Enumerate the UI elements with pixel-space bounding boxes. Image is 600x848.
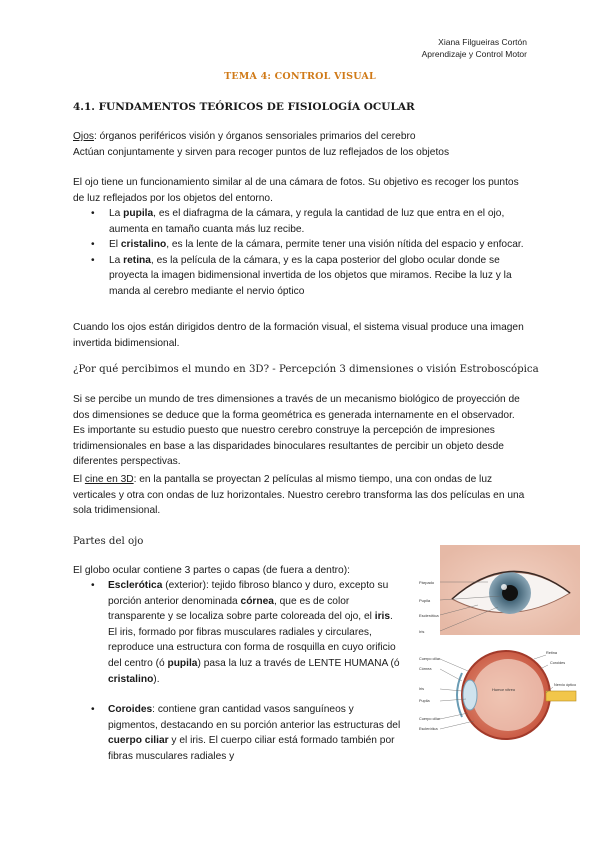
cine-term: cine en 3D <box>84 474 134 485</box>
formation-paragraph: Cuando los ojos están dirigidos dentro de la formación visual, el sistema visual produce una imagen invertida bidimensional. <box>73 322 524 349</box>
partes-intro: El globo ocular contiene 3 partes o capas (de fuera a dentro): <box>73 565 350 576</box>
camera-bullet-list <box>109 206 529 300</box>
eye-anatomy-illustration <box>418 541 580 749</box>
layers-bullet-list <box>108 578 403 765</box>
list-item: • El cristalino, es la lente de la cámara, permite tener una visión nítida del espacio y enfocar. <box>109 237 529 253</box>
cine-paragraph: El cine en 3D: en la pantalla se proyectan 2 películas al mismo tiempo, una con ondas de luz verticales y otra con ondas de luz horizontales. Nuestro cerebro transforma las dos películas en una sola tridimensional. <box>73 474 525 517</box>
list-item-coroides: • Coroides: contiene gran cantidad vasos sanguíneos y pigmentos, destacando en su porción anterior las estructuras del cuerpo ciliar y el iris. El cuerpo ciliar está formado también por fibras musculares radiales y <box>108 702 403 764</box>
ojos-definition: : órganos periféricos visión y órganos sensoriales primarios del cerebro <box>93 131 416 142</box>
header-author: Xiana Filgueiras Cortón <box>438 37 527 47</box>
eye-anatomy-figure <box>418 541 580 749</box>
list-item: • La retina, es la película de la cámara, y es la capa posterior del globo ocular donde se proyecta la imagen bidimensional invertida de los objetos que miramos. Recibe la luz y la manda al cerebro mediante el nervio óptico <box>109 253 529 300</box>
svg-text:Cuerpo ciliar: Cuerpo ciliar <box>419 657 441 661</box>
svg-text:Humor vítreo: Humor vítreo <box>492 687 516 692</box>
camera-intro: El ojo tiene un funcionamiento similar al de una cámara de fotos. Su objetivo es recoger los puntos de luz reflejados por los objetos del entorno. <box>73 177 519 204</box>
partes-heading: Partes del ojo <box>73 536 144 547</box>
svg-text:Esclerótica: Esclerótica <box>419 727 438 731</box>
svg-text:Cuerpo ciliar: Cuerpo ciliar <box>419 717 441 721</box>
svg-text:Párpado: Párpado <box>419 580 435 585</box>
question-paragraph: Si se percibe un mundo de tres dimensiones a través de un mecanismo biológico de proyección de dos dimensiones se deduce que la forma geométrica es generada internamente en el observador. Es importante su estudio puesto que nuestro cerebro construye la percepción de impresiones tridimensionales en base a las disparidades binoculares resultantes de percibir un objeto desde diferentes perspectivas. <box>73 394 520 468</box>
question-heading: ¿Por qué percibimos el mundo en 3D? - Percepción 3 dimensiones o visión Estroboscópica <box>73 364 539 375</box>
svg-text:Córnea: Córnea <box>419 667 432 671</box>
svg-text:Retina: Retina <box>546 651 557 655</box>
svg-text:Iris: Iris <box>419 687 425 691</box>
svg-text:Iris: Iris <box>419 629 425 634</box>
optic-nerve <box>546 691 576 701</box>
document-title: TEMA 4: CONTROL VISUAL <box>224 71 376 82</box>
svg-text:Pupila: Pupila <box>419 598 431 603</box>
header-course: Aprendizaje y Control Motor <box>421 49 527 59</box>
list-item: • La pupila, es el diafragma de la cámara, y regula la cantidad de luz que entra en el ojo, aumenta en tamaño cuanta más luz recibe. <box>109 206 529 237</box>
svg-text:Esclerótica: Esclerótica <box>419 613 439 618</box>
ojos-paragraph <box>73 129 528 160</box>
svg-text:Nervio óptico: Nervio óptico <box>554 683 577 687</box>
ojos-term: Ojos <box>73 131 94 142</box>
lens-shape <box>463 680 477 710</box>
ojos-line2: Actúan conjuntamente y sirven para recoger puntos de luz reflejados de los objetos <box>73 146 450 158</box>
svg-text:Pupila: Pupila <box>419 699 430 703</box>
svg-text:Coroides: Coroides <box>550 661 566 665</box>
list-item-esclerotica: • Esclerótica (exterior): tejido fibroso blanco y duro, excepto su porción anterior denominada córnea, que es de color transparente y se localiza sobre parte coloreada del ojo, el iris. El iris, formado por fibras musculares radiales y circulares, reproduce una estructura con forma de rosquilla en cuyo orificio del centro (ó pupila) pasa la luz a través de LENTE HUMANA (ó cristalino). <box>108 578 403 687</box>
section-heading: 4.1. FUNDAMENTOS TEÓRICOS DE FISIOLOGÍA OCULAR <box>73 101 415 113</box>
